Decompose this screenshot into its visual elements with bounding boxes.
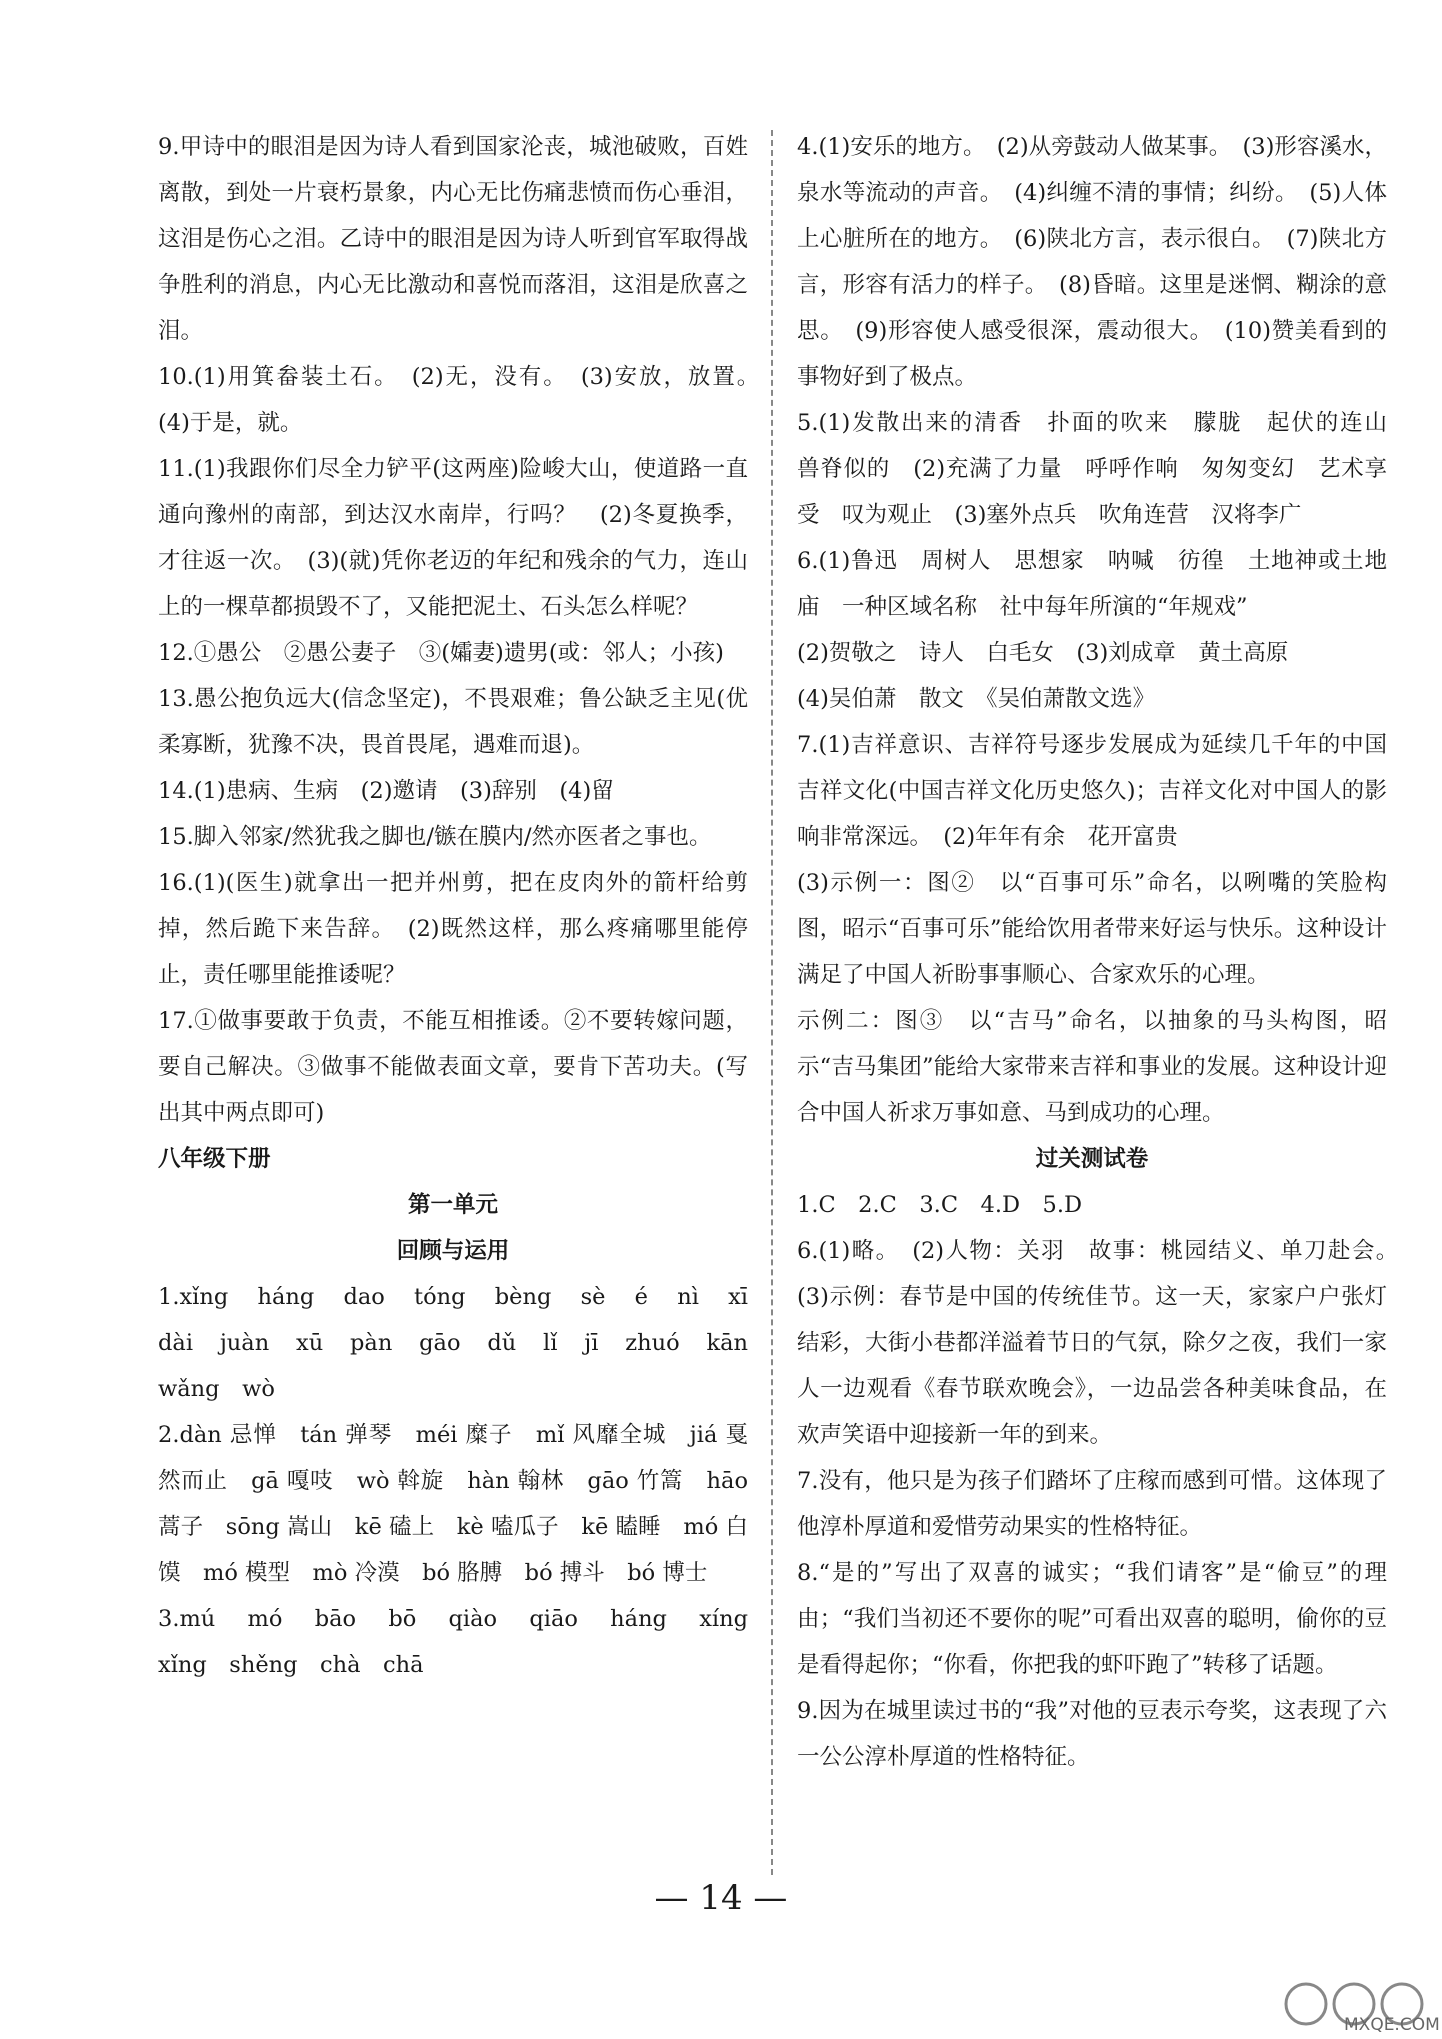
answer-paragraph: (2)贺敬之 诗人 白毛女 (3)刘成章 黄土高原 (797, 640, 1289, 666)
answer-paragraph: 9.因为在城里读过书的“我”对他的豆表示夸奖，这表现了六一公公淳朴厚道的性格特征。 (797, 1698, 1387, 1770)
answer-paragraph: 8.“是的”写出了双喜的诚实；“我们请客”是“偷豆”的理由；“我们当初还不要你的呢”可看出双喜的聪明，偷你的豆是看得起你；“你看，你把我的虾吓跑了”转移了话题。 (797, 1560, 1387, 1678)
left-column (158, 124, 771, 1688)
answer-paragraph: 4.(1)安乐的地方。 (2)从旁鼓动人做某事。 (3)形容溪水，泉水等流动的声音。 (4)纠缠不清的事情；纠纷。 (5)人体上心脏所在的地方。 (6)陕北方言，表示很白。 (7)陕北方言，形容有活力的样子。 (8)昏暗。这里是迷惘、糊涂的意思。 (9)形容使人感受很深，震动很大。 (10)赞美看到的事物好到了极点。 (797, 134, 1387, 390)
right-column (797, 124, 1410, 1780)
answer-paragraph: 17.①做事要敢于负责，不能互相推诿。②不要转嫁问题，要自己解决。③做事不能做表面文章，要肯下苦功夫。(写出其中两点即可) (158, 1008, 748, 1126)
answer-paragraph: 6.(1)鲁迅 周树人 思想家 呐喊 彷徨 土地神或土地庙 一种区域名称 社中每年所演的“年规戏” (797, 548, 1387, 620)
answer-paragraph: 14.(1)患病、生病 (2)邀请 (3)辞别 (4)留 (158, 778, 614, 804)
answer-paragraph: 10.(1)用箕畚装土石。 (2)无，没有。 (3)安放，放置。 (4)于是，就。 (158, 364, 771, 436)
answer-paragraph: 示例二：图③ 以“吉马”命名，以抽象的马头构图，昭示“吉马集团”能给大家带来吉祥和事业的发展。这种设计迎合中国人祈求万事如意、马到成功的心理。 (797, 1008, 1387, 1126)
answer-paragraph: 6.(1)略。 (2)人物：关羽 故事：桃园结义、单刀赴会。 (3)示例：春节是中国的传统佳节。这一天，家家户户张灯结彩，大街小巷都洋溢着节日的气氛，除夕之夜，我们一家人一边观看《春节联欢晚会》，一边品尝各种美味食品，在欢声笑语中迎接新一年的到来。 (797, 1238, 1410, 1448)
answer-paragraph: 7.(1)吉祥意识、吉祥符号逐步发展成为延续几千年的中国吉祥文化(中国吉祥文化历史悠久)；吉祥文化对中国人的影响非常深远。 (2)年年有余 花开富贵 (797, 732, 1387, 850)
answer-paragraph: (3)示例一：图② 以“百事可乐”命名，以咧嘴的笑脸构图，昭示“百事可乐”能给饮用者带来好运与快乐。这种设计满足了中国人祈盼事事顺心、合家欢乐的心理。 (797, 870, 1387, 988)
answer-paragraph: 回顾与运用 (396, 1238, 510, 1264)
answer-paragraph: 第一单元 (407, 1192, 498, 1218)
answer-paragraph: 11.(1)我跟你们尽全力铲平(这两座)险峻大山，使道路一直通向豫州的南部，到达汉水南岸，行吗？ (2)冬夏换季，才往返一次。 (3)(就)凭你老迈的年纪和残余的气力，连山上的一棵草都损毁不了，又能把泥土、石头怎么样呢？ (158, 456, 748, 620)
answer-paragraph: 1.xǐng háng dao tóng bèng sè é nì xī dài juàn xū pàn gāo dǔ lǐ jī zhuó kān wǎng wò (158, 1284, 771, 1402)
answer-paragraph: 15.脚入邻家/然犹我之脚也/镞在膜内/然亦医者之事也。 (158, 824, 712, 850)
answer-paragraph: 3.mú mó bāo bō qiào qiāo háng xíng xǐng shěng chà chā (158, 1606, 771, 1678)
answer-paragraph: (4)吴伯萧 散文 《吴伯萧散文选》 (797, 686, 1156, 712)
answer-paragraph: 八年级下册 (158, 1146, 271, 1172)
answer-paragraph: 2.dàn 忌惮 tán 弹琴 méi 糜子 mǐ 风靡全城 jiá 戛然而止 gā 嘎吱 wò 斡旋 hàn 翰林 gāo 竹篙 hāo 蒿子 sōng 嵩山 kē 磕上 kè 嗑瓜子 kē 瞌睡 mó 白馍 mó 模型 mò 冷漠 bó 胳膊 bó 搏斗 bó 博士 (158, 1422, 748, 1586)
answer-paragraph: 7.没有，他只是为孩子们踏坏了庄稼而感到可惜。这体现了他淳朴厚道和爱惜劳动果实的性格特征。 (797, 1468, 1387, 1540)
answer-paragraph: 9.甲诗中的眼泪是因为诗人看到国家沦丧，城池破败，百姓离散，到处一片衰朽景象，内心无比伤痛悲愤而伤心垂泪，这泪是伤心之泪。乙诗中的眼泪是因为诗人听到官军取得战争胜利的消息，内心无比激动和喜悦而落泪，这泪是欣喜之泪。 (158, 134, 748, 344)
answer-paragraph: 1.C 2.C 3.C 4.D 5.D (797, 1192, 1083, 1218)
answer-paragraph: 5.(1)发散出来的清香 扑面的吹来 朦胧 起伏的连山 兽脊似的 (2)充满了力量 呼呼作响 匆匆变幻 艺术享受 叹为观止 (3)塞外点兵 吹角连营 汉将李广 (797, 410, 1410, 528)
column-divider (771, 130, 773, 1875)
answer-paragraph: 16.(1)(医生)就拿出一把并州剪，把在皮肉外的箭杆给剪掉，然后跪下来告辞。 (2)既然这样，那么疼痛哪里能停止，责任哪里能推诿呢？ (158, 870, 748, 988)
page-number: — 14 — (654, 1878, 788, 1918)
answer-paragraph: 13.愚公抱负远大(信念坚定)，不畏艰难；鲁公缺乏主见(优柔寡断，犹豫不决，畏首畏尾，遇难而退)。 (158, 686, 748, 758)
answer-paragraph: 12.①愚公 ②愚公妻子 ③(孀妻)遗男(或：邻人；小孩) (158, 640, 724, 666)
watermark-text: MXQE.COM (1344, 2015, 1440, 2035)
answer-paragraph: 过关测试卷 (1035, 1146, 1149, 1172)
